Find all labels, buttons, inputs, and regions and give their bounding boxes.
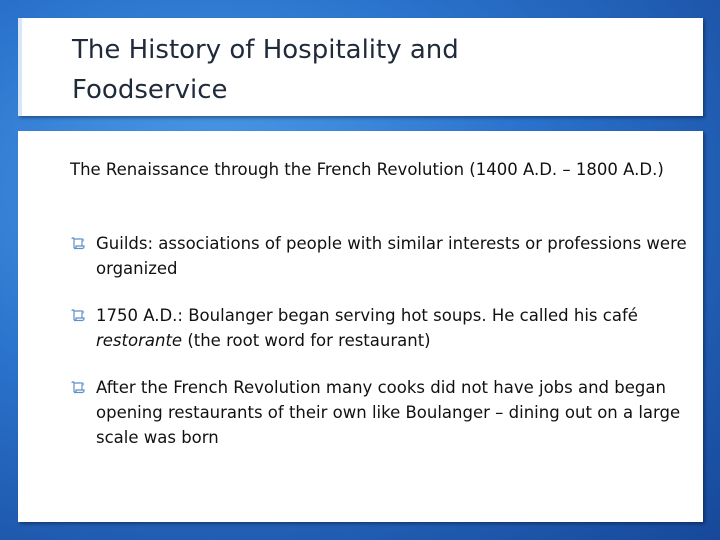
bullet-text: After the French Revolution many cooks did not have jobs and began opening restaurants of their own like Boulanger – dining out on a large scale was born: [96, 378, 681, 447]
bullet-item: [70, 375, 690, 450]
section-intro: The Renaissance through the French Revolution (1400 A.D. – 1800 A.D.): [70, 160, 664, 179]
bullet-list: [70, 231, 690, 472]
content-panel: [18, 131, 703, 522]
italic-term: restorante: [96, 331, 183, 350]
scroll-bullet-icon: [70, 236, 86, 250]
title-panel: [18, 18, 703, 116]
slide-title: The History of Hospitality and Foodservice: [72, 35, 459, 105]
bullet-item: [70, 231, 690, 281]
bullet-text-start: 1750 A.D.: Boulanger began serving hot soups. He called his café: [96, 306, 638, 325]
bullet-item: [70, 303, 690, 353]
bullet-text: Guilds: associations of people with similar interests or professions were organized: [96, 234, 687, 278]
bullet-text-end: (the root word for restaurant): [182, 331, 431, 350]
bullet-text: [96, 303, 690, 353]
scroll-bullet-icon: [70, 380, 86, 394]
scroll-bullet-icon: [70, 308, 86, 322]
